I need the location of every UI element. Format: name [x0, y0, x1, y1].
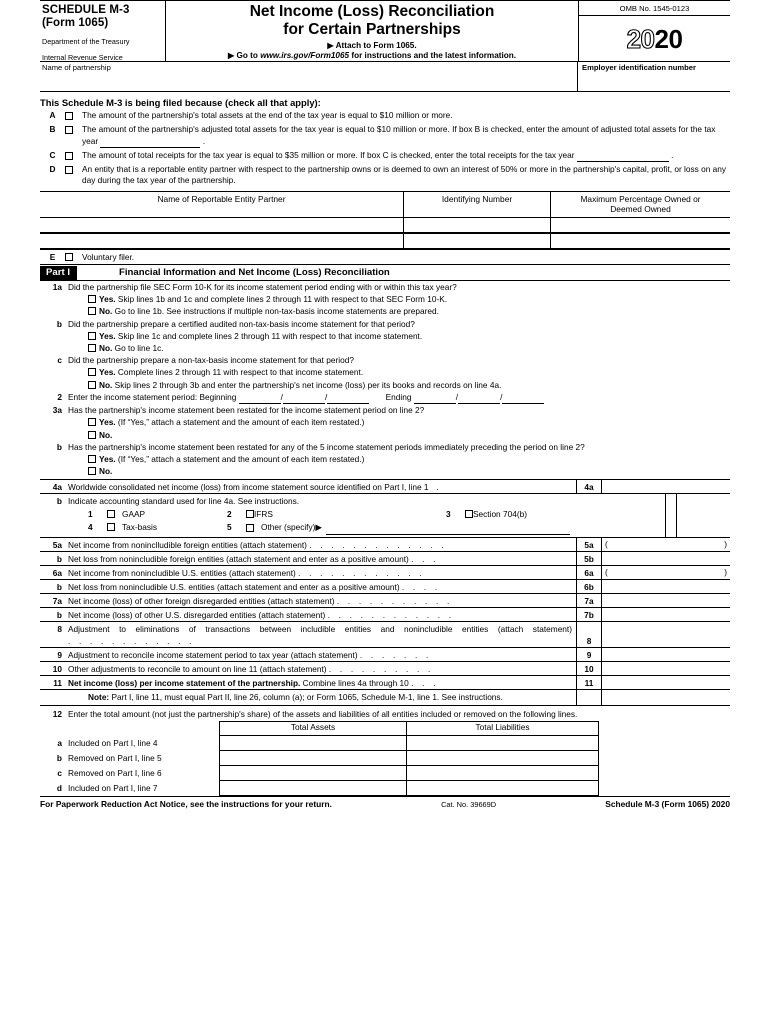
checkbox-1c-no[interactable] — [88, 381, 96, 389]
line-2-ending-label: Ending — [385, 391, 412, 402]
line-12c-label-wrap — [40, 766, 219, 781]
line-12-number: 12 — [52, 708, 62, 719]
dept-line-2: Internal Revenue Service — [42, 53, 123, 63]
line-12b-letter: b — [56, 752, 62, 763]
line-6b-label: Net loss from nonincludible U.S. entities (attach statement and enter as a positive amount) — [68, 581, 400, 592]
line-7a-amount[interactable] — [602, 594, 730, 607]
q1c-yes-bold: Yes. — [99, 367, 116, 378]
line-6a-text — [68, 567, 572, 579]
line-3b-yes-text: (If “Yes,” attach a statement and the amount of each item restated.) — [115, 453, 365, 464]
line-4a-code: 4a — [576, 480, 602, 493]
line-12-table — [40, 721, 730, 796]
line-4a-amount[interactable] — [602, 480, 730, 493]
attach-instruction — [166, 41, 578, 51]
line-3b-yes[interactable] — [68, 453, 730, 465]
line-5b-label: Net loss from nonincludible foreign entities (attach statement and enter as a positive amount) — [68, 553, 409, 564]
begin-year-input[interactable] — [324, 391, 369, 404]
line-8-code: 8 — [576, 622, 602, 647]
line-12-header-spacer — [40, 721, 219, 736]
line-6a-code: 6a — [576, 566, 602, 579]
checkbox-c[interactable] — [65, 152, 73, 160]
std-option-taxbasis[interactable] — [107, 521, 227, 535]
dot-leader: . — [430, 482, 442, 493]
line-7b-amount[interactable] — [602, 608, 730, 621]
question-1a — [40, 281, 730, 318]
rep-name-cell[interactable] — [40, 218, 404, 233]
item-letter-c: C — [49, 149, 56, 160]
line-2-number: 2 — [57, 391, 62, 402]
std-label-gaap: GAAP — [122, 508, 146, 519]
rep-name-cell[interactable] — [40, 234, 404, 249]
line-9-amount[interactable] — [602, 648, 730, 661]
checkbox-other[interactable] — [246, 524, 254, 532]
note-amount-spacer — [602, 690, 730, 705]
line-12d-liabilities-cell[interactable] — [407, 781, 599, 796]
line-9-text — [68, 649, 572, 661]
line-3b-no-bold: No. — [99, 466, 113, 477]
item-a-text: The amount of the partnership's total assets at the end of the tax year is equal to $10 million or more. — [82, 110, 453, 120]
note-code-spacer — [576, 690, 602, 705]
form-footer — [40, 796, 730, 809]
q1a-no[interactable] — [68, 305, 730, 317]
voluntary-filer-label: Voluntary filer. — [82, 252, 135, 263]
line-12d-label-wrap — [40, 781, 219, 796]
slash-2: / — [324, 391, 328, 402]
line-5b-number: b — [56, 553, 62, 564]
col-total-assets: Total Assets — [219, 721, 407, 736]
q1b-text: Did the partnership prepare a certified audited non-tax-basis income statement for that period? — [68, 318, 415, 329]
checkbox-c-wrap[interactable] — [65, 150, 82, 163]
std-num-5: 5 — [227, 521, 232, 532]
std-num-4: 4 — [88, 521, 93, 532]
line-2-body — [68, 391, 730, 404]
line-11-code: 11 — [576, 676, 602, 689]
rep-pct-cell[interactable] — [551, 234, 730, 249]
rep-col-pct-l1: Maximum Percentage Owned or — [580, 194, 701, 205]
line-6b-number: b — [56, 581, 62, 592]
line-7b-number: b — [56, 609, 62, 620]
begin-day-input[interactable] — [280, 391, 328, 404]
row-line-4b — [40, 494, 730, 537]
year-solid-part: 20 — [654, 23, 683, 54]
checkbox-3a-yes[interactable] — [88, 418, 96, 426]
line-8-text — [68, 623, 572, 647]
line-2-label: Enter the income statement period: Beginning — [68, 391, 237, 402]
line-7b-text — [68, 609, 572, 621]
paren-open: ( — [605, 538, 608, 549]
line-12b-liabilities-cell[interactable] — [407, 751, 599, 766]
line-11-number: 11 — [53, 677, 62, 688]
line-5a-amount[interactable] — [602, 538, 730, 551]
line-8-label: Adjustment to eliminations of transactions between includible entities and nonincludible entities (attach statement) — [68, 623, 572, 634]
name-of-partnership-field[interactable]: Name of partnership — [40, 62, 578, 91]
schedule-name: SCHEDULE M-3 — [42, 4, 130, 16]
catalog-number: Cat. No. 39669D — [441, 799, 497, 809]
std-option-other[interactable] — [246, 521, 570, 535]
note-bold: Note: — [88, 691, 110, 702]
checkbox-3a-no[interactable] — [88, 431, 96, 439]
paren-close: ) — [724, 538, 727, 549]
end-year-input[interactable] — [502, 391, 544, 404]
q1c-text: Did the partnership prepare a non-tax-basis income statement for that period? — [68, 355, 354, 366]
begin-month-input[interactable] — [239, 391, 281, 404]
line-3a — [40, 404, 730, 441]
note-label: Part I, line 11, must equal Part II, line 26, column (a); or Form 1065, Schedule M-1, line 1. See instructions. — [109, 691, 503, 702]
end-day-input[interactable] — [455, 391, 503, 404]
std-option-704b[interactable] — [465, 508, 665, 521]
checkbox-d[interactable] — [65, 166, 73, 174]
line-12c-liabilities-cell[interactable] — [407, 766, 599, 781]
row-line-10 — [40, 662, 730, 676]
ein-field[interactable]: Employer identification number — [582, 63, 696, 72]
line-9-number: 9 — [57, 649, 62, 660]
q1b-yes-bold: Yes. — [99, 330, 116, 341]
partnership-name-row — [40, 62, 730, 92]
q1a-text: Did the partnership file SEC Form 10-K for its income statement period ending with or within this tax year? — [68, 282, 457, 293]
rep-id-cell[interactable] — [404, 218, 551, 233]
irs-url[interactable]: www.irs.gov/Form1065 — [260, 51, 350, 60]
table-row[interactable] — [40, 234, 730, 250]
dot-leader: . . . . . . . — [359, 649, 432, 660]
checkbox-gaap[interactable] — [107, 510, 115, 518]
checkbox-b[interactable] — [65, 126, 73, 134]
q1b-no[interactable] — [68, 342, 730, 354]
line-4b-text: Indicate accounting standard used for line 4a. See instructions. — [68, 496, 300, 507]
rep-col-pct — [551, 192, 730, 217]
checkbox-a[interactable] — [65, 112, 73, 120]
line-5a-label: Net income from noninclludible foreign entities (attach statement) — [68, 539, 307, 550]
table-row[interactable] — [40, 218, 730, 234]
line-12a-letter: a — [57, 737, 62, 748]
std-label-704b: Section 704(b) — [473, 508, 527, 519]
line-7b-code: 7b — [576, 608, 602, 621]
q1a-yes[interactable] — [68, 293, 730, 305]
goto-post: for instructions and the latest information. — [349, 51, 517, 60]
row-line-7a — [40, 594, 730, 608]
item-letter-a: A — [49, 110, 56, 120]
q1c-no-text: Skip lines 2 through 3b and enter the partnership's net income (loss) per its books and records on line 4a. — [112, 379, 502, 390]
item-letter-b: B — [49, 124, 56, 135]
q1c-no-bold: No. — [99, 379, 113, 390]
voluntary-filer-row — [40, 250, 730, 265]
note-text — [40, 690, 576, 705]
line-11-label: Combine lines 4a through 10 — [300, 677, 409, 688]
q1b-yes-text: Skip line 1c and complete lines 2 through 11 with respect to that income statement. — [115, 330, 423, 341]
item-letter-e: E — [49, 252, 56, 263]
part-1-label: Part I — [40, 266, 77, 280]
line-12a-label-wrap — [40, 736, 219, 751]
line-3a-number: 3a — [52, 405, 62, 416]
dot-leader: . . . — [411, 553, 439, 564]
row-line-4a — [40, 480, 730, 494]
line-5a-number: 5a — [52, 539, 62, 550]
line-9-code: 9 — [576, 648, 602, 661]
std-label-other: Other (specify) — [261, 522, 316, 533]
dot-leader: . . . . . . . . . . . . . — [309, 539, 447, 550]
arrow-icon: ▶ — [327, 41, 334, 50]
reportable-entity-table — [40, 191, 730, 250]
line-10-amount[interactable] — [602, 662, 730, 675]
goto-instruction — [166, 51, 578, 61]
paperwork-notice: For Paperwork Reduction Act Notice, see the instructions for your return. — [40, 798, 332, 809]
total-receipts-input[interactable] — [577, 150, 669, 163]
line-7a-label: Net income (loss) of other foreign disregarded entities (attach statement) — [68, 595, 335, 606]
goto-pre: Go to — [236, 51, 261, 60]
line-11-text — [68, 677, 572, 689]
checkbox-b-wrap[interactable] — [65, 124, 82, 148]
line-3a-yes-bold: Yes. — [99, 417, 116, 428]
line-10-code: 10 — [576, 662, 602, 675]
row-line-9 — [40, 648, 730, 662]
line-4a-label: Worldwide consolidated net income (loss) from income statement source identified on Part I, line 1 — [68, 482, 429, 493]
table-row — [40, 766, 730, 781]
q1a-number: 1a — [52, 282, 62, 293]
line-9-label: Adjustment to reconcile income statement period to tax year (attach statement) — [68, 649, 358, 660]
line-11-bold: Net income (loss) per income statement of the partnership. — [68, 677, 301, 688]
row-line-11 — [40, 676, 730, 690]
line-7a-text — [68, 595, 572, 607]
line-12d-label: Included on Part I, line 7 — [68, 782, 158, 793]
row-line-6b — [40, 580, 730, 594]
line-3b-text: Has the partnership's income statement been restated for any of the 5 income statement periods immediately preceding the period on line 2? — [68, 441, 585, 452]
table-row — [40, 736, 730, 751]
q1a-yes-text: Skip lines 1b and 1c and complete lines 2 through 11 with respect to that SEC Form 10-K. — [115, 294, 448, 305]
line-12b-label: Removed on Part I, line 5 — [68, 752, 162, 763]
line-3a-yes-text: (If “Yes,” attach a statement and the amount of each item restated.) — [115, 417, 365, 428]
arrow-icon-2: ▶ — [227, 51, 235, 60]
line-12a-assets-cell[interactable] — [219, 736, 407, 751]
row-note — [40, 690, 730, 706]
checkbox-1a-yes[interactable] — [88, 295, 96, 303]
year-hollow-part: 20 — [626, 23, 655, 54]
rep-table-header — [40, 192, 730, 218]
line-5a-text — [68, 539, 572, 551]
part-1-header — [40, 266, 730, 281]
line-2 — [40, 391, 730, 404]
line-6b-code: 6b — [576, 580, 602, 593]
line-11-amount[interactable] — [602, 676, 730, 689]
line-3a-no[interactable] — [68, 429, 730, 441]
q1c-yes[interactable] — [68, 366, 730, 378]
checkbox-1b-no[interactable] — [88, 344, 96, 352]
line-3b-no[interactable] — [68, 465, 730, 477]
line-3a-yes[interactable] — [68, 416, 730, 428]
filed-item-a — [40, 110, 730, 123]
dot-leader: . . . . — [401, 581, 441, 592]
row-line-6a — [40, 566, 730, 580]
filed-because-title: This Schedule M-3 is being filed because (check all that apply): — [40, 97, 321, 108]
filed-item-c — [40, 150, 730, 163]
dot-leader: . . . . . . . . . . . . — [327, 609, 455, 620]
line-12b-label-wrap — [40, 751, 219, 766]
form-title-line-1: Net Income (Loss) Reconciliation — [249, 3, 495, 20]
slash-1: / — [280, 391, 283, 402]
line-12a-liabilities-cell[interactable] — [407, 736, 599, 751]
row-line-5a — [40, 538, 730, 552]
rep-col-id: Identifying Number — [404, 192, 551, 217]
line-12 — [40, 706, 730, 721]
other-standard-input[interactable] — [326, 521, 570, 535]
line-5b-code: 5b — [576, 552, 602, 565]
table-row — [40, 781, 730, 796]
paren-close: ) — [724, 566, 727, 577]
attach-text: Attach to Form 1065. — [335, 41, 417, 50]
accounting-standard-row-2 — [40, 521, 665, 535]
checkbox-3b-no[interactable] — [88, 467, 96, 475]
checkbox-e[interactable] — [65, 253, 73, 261]
form-header — [40, 0, 730, 62]
item-letter-d: D — [49, 163, 56, 174]
checkbox-1a-no[interactable] — [88, 307, 96, 315]
line-4b-desc — [40, 494, 665, 536]
tax-year — [626, 23, 683, 54]
q1a-yes-bold: Yes. — [99, 294, 116, 305]
checkbox-1b-yes[interactable] — [88, 332, 96, 340]
rep-pct-cell[interactable] — [551, 218, 730, 233]
numeric-rows-container — [40, 538, 730, 622]
header-right-block — [578, 1, 730, 61]
checkbox-a-wrap[interactable] — [65, 110, 82, 123]
line-12d-letter: d — [56, 782, 62, 793]
adjusted-total-assets-input[interactable] — [100, 136, 200, 149]
line-6a-number: 6a — [52, 567, 62, 578]
line-6b-amount[interactable] — [602, 580, 730, 593]
line-12d-assets-cell[interactable] — [219, 781, 407, 796]
header-title-block — [166, 1, 578, 61]
line-3a-no-bold: No. — [99, 429, 113, 440]
dot-leader: . . . . . . . . . . . . — [68, 635, 195, 646]
line-5b-amount[interactable] — [602, 552, 730, 565]
q1c-no[interactable] — [68, 379, 730, 391]
line-3b — [40, 441, 730, 480]
accounting-standard-row-1 — [40, 508, 665, 521]
dot-leader: . . . . . . . . . . . — [336, 595, 453, 606]
footer-schedule-label: Schedule M-3 (Form 1065) 2020 — [605, 798, 730, 809]
line-8-number: 8 — [57, 623, 62, 634]
q1b-no-text: Go to line 1c. — [112, 343, 164, 354]
line-4a-number: 4a — [52, 482, 62, 493]
line-7a-number: 7a — [52, 595, 62, 606]
filed-item-d — [40, 164, 730, 187]
std-label-ifrs: IFRS — [254, 508, 273, 519]
line-7a-code: 7a — [576, 594, 602, 607]
line-4a-text — [68, 481, 572, 493]
line-5a-code: 5a — [576, 538, 602, 551]
q1a-no-text: Go to line 1b. See instructions if multiple non-tax-basis income statements are prepared. — [112, 306, 439, 317]
q1b-no-bold: No. — [99, 343, 113, 354]
q1c-number: c — [57, 355, 62, 366]
line-4b-code-spacer — [665, 494, 677, 536]
dot-leader: . . . . . . . . . . . . — [298, 567, 425, 578]
rep-id-cell[interactable] — [404, 234, 551, 249]
item-c-label: The amount of total receipts for the tax year is equal to $35 million or more. If box C is checked, enter the total receipts for the tax year — [82, 149, 575, 160]
header-left-block — [40, 1, 166, 61]
checkbox-d-wrap[interactable] — [65, 164, 82, 187]
checkbox-tax-basis[interactable] — [107, 523, 115, 531]
row-line-8 — [40, 622, 730, 648]
item-b-label: The amount of the partnership's adjusted total assets for the tax year is equal to $10 million or more. If box B is checked, enter the amount of adjusted total assets for the tax year — [82, 124, 716, 146]
checkbox-3b-yes[interactable] — [88, 455, 96, 463]
paren-open: ( — [605, 566, 608, 577]
dot-leader: . . . . . . . . . . — [328, 663, 434, 674]
line-10-label: Other adjustments to reconcile to amount on line 11 (attach statement) — [68, 663, 327, 674]
line-6a-label: Net income from nonincludible U.S. entities (attach statement) — [68, 567, 296, 578]
line-10-text — [68, 663, 572, 675]
checkbox-1c-yes[interactable] — [88, 368, 96, 376]
rep-col-pct-l2: Deemed Owned — [610, 204, 671, 215]
line-12-text: Enter the total amount (not just the partnership's share) of the assets and liabilities of all entities included or removed on the following lines. — [68, 708, 578, 719]
dept-line-1: Department of the Treasury — [42, 37, 130, 46]
line-12c-label: Removed on Part I, line 6 — [68, 767, 162, 778]
line-8-amount[interactable] — [602, 622, 730, 647]
line-3b-number: b — [56, 441, 62, 452]
filed-item-b — [40, 124, 730, 148]
line-12c-assets-cell[interactable] — [219, 766, 407, 781]
line-6b-text — [68, 581, 572, 593]
line-10-number: 10 — [52, 663, 62, 674]
line-3a-text: Has the partnership's income statement been restated for the income statement period on line 2? — [68, 405, 425, 416]
line-6a-amount[interactable] — [602, 566, 730, 579]
slash-3: / — [455, 391, 459, 402]
line-5b-text — [68, 553, 572, 565]
q1b-number: b — [56, 318, 62, 329]
checkbox-ifrs[interactable] — [246, 510, 254, 518]
table-row — [40, 751, 730, 766]
line-7b-label: Net income (loss) of other U.S. disregarded entities (attach statement) — [68, 609, 326, 620]
line-12c-letter: c — [57, 767, 62, 778]
part-1-title: Financial Information and Net Income (Loss) Reconciliation — [119, 267, 390, 279]
std-num-2: 2 — [227, 508, 232, 519]
line-4b-number: b — [56, 496, 62, 507]
question-1c — [40, 354, 730, 391]
question-1b — [40, 318, 730, 355]
item-c-text: The amount of total receipts for the tax year is equal to $35 million or more. If box C is checked, enter the total receipts for the tax year . — [82, 150, 730, 163]
slash-4: / — [500, 391, 503, 402]
end-month-input[interactable] — [414, 391, 459, 404]
item-d-text: An entity that is a reportable entity partner with respect to the partnership owns or is deemed to own an interest of 50% or more in the partnership's capital, profit, or loss on any day during the tax year of the partnership. — [82, 163, 727, 186]
line-12a-label: Included on Part I, line 4 — [68, 737, 158, 748]
tax-year-box — [579, 16, 730, 61]
std-num-3: 3 — [446, 508, 451, 519]
line-3b-yes-bold: Yes. — [99, 453, 116, 464]
q1c-yes-text: Complete lines 2 through 11 with respect to that income statement. — [115, 367, 364, 378]
checkbox-section-704b[interactable] — [465, 510, 473, 518]
numeric-lines-table — [40, 479, 730, 705]
std-label-taxbasis: Tax-basis — [122, 521, 158, 532]
std-num-1: 1 — [88, 508, 93, 519]
dot-leader: . . . — [411, 677, 439, 688]
arrow-icon-3: ▶ — [315, 522, 322, 533]
checkbox-e-wrap[interactable] — [65, 252, 82, 262]
form-number: (Form 1065) — [42, 17, 109, 29]
line-4b-amount-spacer — [677, 494, 730, 536]
item-b-text: The amount of the partnership's adjusted total assets for the tax year is equal to $10 million or more. If box B is checked, enter the amount of adjusted total assets for the tax year . — [82, 124, 730, 148]
q1a-no-bold: No. — [99, 306, 113, 317]
row-line-5b — [40, 552, 730, 566]
line-12-header-row — [40, 721, 730, 736]
std-option-ifrs[interactable] — [246, 508, 446, 521]
line-12b-assets-cell[interactable] — [219, 751, 407, 766]
std-option-gaap[interactable] — [107, 508, 227, 521]
rep-col-name: Name of Reportable Entity Partner — [40, 192, 404, 217]
col-total-liabilities: Total Liabilities — [407, 721, 599, 736]
form-title-line-2: for Certain Partnerships — [283, 20, 461, 38]
q1b-yes[interactable] — [68, 330, 730, 342]
omb-number: OMB No. 1545-0123 — [579, 1, 730, 16]
row-line-7b — [40, 608, 730, 622]
